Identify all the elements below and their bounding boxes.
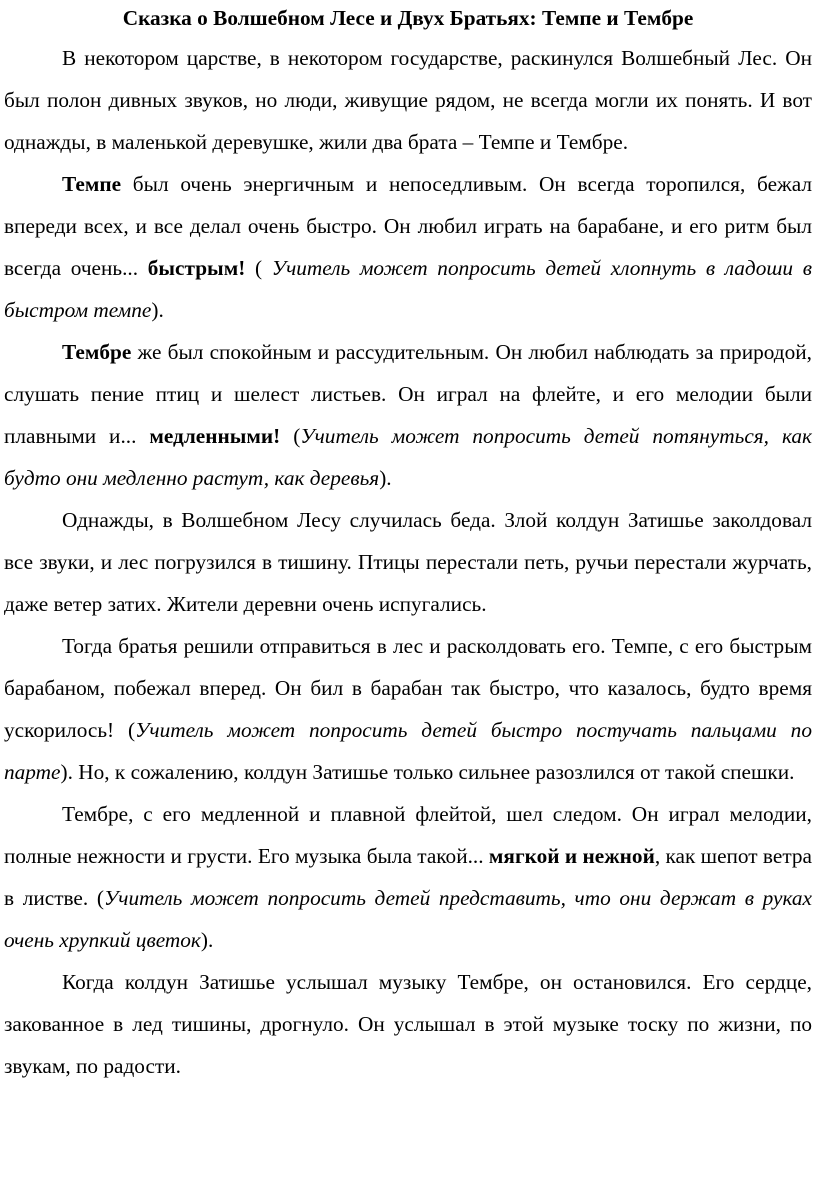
paragraph-text: (	[280, 424, 301, 448]
paragraph-text: , как шепот ветра в листве. (	[4, 844, 812, 910]
paragraph-text: ). Но, к сожалению, колдун Затишье только сильнее разозлился от такой спешки.	[60, 760, 795, 784]
paragraph-text: ).	[151, 298, 164, 322]
emphasis-text: быстрым!	[147, 256, 246, 280]
emphasis-text: медленными!	[149, 424, 281, 448]
teacher-note: Учитель может попросить детей быстро постучать пальцами по парте	[4, 718, 812, 784]
paragraph-text: был очень энергичным и непоседливым. Он всегда торопился, бежал впереди всех, и все делал очень быстро. Он любил играть на барабане, и его ритм был всегда очень...	[4, 172, 812, 280]
paragraph-tembre	[4, 331, 812, 499]
paragraph-wizard	[4, 961, 812, 1087]
paragraph-text: ).	[379, 466, 392, 490]
document-title: Сказка о Волшебном Лесе и Двух Братьях: Темпе и Тембре	[122, 6, 694, 30]
paragraph-text: же был спокойным и рассудительным. Он любил наблюдать за природой, слушать пение птиц и шелест листьев. Он играл на флейте, и его мелодии были плавными и...	[4, 340, 812, 448]
teacher-note: Учитель может попросить детей представить, что они держат в руках очень хрупкий цветок	[4, 886, 812, 952]
paragraph-tempe	[4, 163, 812, 331]
paragraph-text: Тембре, с его медленной и плавной флейтой, шел следом. Он играл мелодии, полные нежности и грусти. Его музыка была такой...	[4, 802, 812, 868]
character-name-tembre: Тембре	[62, 340, 132, 364]
teacher-note: Учитель может попросить детей хлопнуть в ладоши в быстром темпе	[4, 256, 812, 322]
paragraph-text: Когда колдун Затишье услышал музыку Тембре, он остановился. Его сердце, закованное в лед тишины, дрогнуло. Он услышал в этой музыке тоску по жизни, по звукам, по радости.	[4, 970, 812, 1078]
paragraph-trouble	[4, 499, 812, 625]
paragraph-text: (	[245, 256, 272, 280]
paragraph-tembre-flute	[4, 793, 812, 961]
paragraph-text: ).	[200, 928, 214, 952]
paragraph-tempe-drum	[4, 625, 812, 793]
paragraph-text: В некотором царстве, в некотором государстве, раскинулся Волшебный Лес. Он был полон дивных звуков, но люди, живущие рядом, не всегда могли их понять. И вот однажды, в маленькой деревушке, жили два брата – Темпе и Тембре.	[4, 46, 812, 154]
paragraph-text: Тогда братья решили отправиться в лес и расколдовать его. Темпе, с его быстрым барабаном, побежал вперед. Он бил в барабан так быстро, что казалось, будто время ускорилось! (	[4, 634, 812, 742]
emphasis-text: мягкой и нежной	[488, 844, 655, 868]
character-name-tempe: Темпе	[62, 172, 122, 196]
teacher-note: Учитель может попросить детей потянуться, как будто они медленно растут, как деревья	[4, 424, 812, 490]
paragraph-intro	[4, 37, 812, 163]
paragraph-text: Однажды, в Волшебном Лесу случилась беда. Злой колдун Затишье заколдовал все звуки, и лес погрузился в тишину. Птицы перестали петь, ручьи перестали журчать, даже ветер затих. Жители деревни очень испугались.	[4, 508, 812, 616]
